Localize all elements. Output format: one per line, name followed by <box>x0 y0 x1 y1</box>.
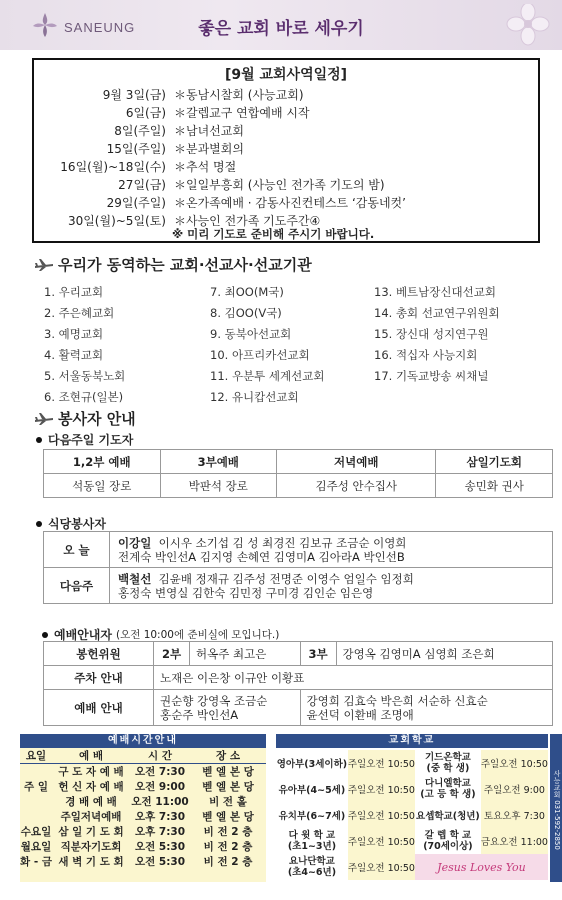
church-school-table <box>276 750 548 880</box>
list-item: 10. 아프리카선교회 <box>210 348 310 362</box>
kitchen-names-line: 홍정숙 변영실 김한숙 김민정 구미경 김인순 임은영 <box>118 585 374 600</box>
table-row <box>20 824 266 839</box>
usher-table <box>43 641 553 726</box>
service-place: 비 전 2 층 <box>203 841 253 853</box>
partners-section-title <box>34 254 312 275</box>
day-cell <box>20 809 52 824</box>
church-school-title: 교회학교 <box>276 734 548 748</box>
schedule-note: ※ 미리 기도로 준비해 주시기 바랍니다. <box>172 227 375 241</box>
service-time: 오전 5:30 <box>134 856 186 868</box>
table-row <box>44 568 553 604</box>
list-item: 12. 유니캅선교회 <box>210 390 299 404</box>
kitchen-names-cell <box>110 532 553 568</box>
bullet-icon <box>42 632 48 638</box>
table-header-cell: 3부예배 <box>160 450 277 474</box>
usher-names: 노재은 이은창 이규안 이황표 <box>154 666 553 690</box>
schedule-desc: ＊일일부흥회 (사능인 전가족 기도의 밤) <box>174 178 385 192</box>
school-time: 금요오전 11:00 <box>481 828 548 854</box>
table-cell: 송민화 권사 <box>436 474 553 498</box>
usher-service-label: 3부 <box>300 642 336 666</box>
service-time: 오전 5:30 <box>134 841 186 853</box>
table-header-cell: 장 소 <box>190 748 266 764</box>
schedule-desc: ＊온가족예배 · 감동사진컨테스트 ‘감동네컷’ <box>174 196 406 210</box>
usher-names <box>300 690 553 726</box>
school-name: 유아부(4~5세) <box>278 785 346 796</box>
table-header-row <box>20 748 266 764</box>
schedule-date: 29일(주일) <box>106 196 166 210</box>
kitchen-table <box>43 531 553 604</box>
kitchen-names-text: 이시우 소기섭 김 성 최경진 김보규 조금순 이영희 <box>158 535 407 550</box>
table-cell: 석동일 장로 <box>44 474 161 498</box>
list-item: 8. 김OO(V국) <box>210 306 282 320</box>
table-header-cell: 저녁예배 <box>277 450 436 474</box>
day-cell: 주 일 <box>24 781 48 793</box>
table-row <box>276 828 548 854</box>
page-header <box>0 0 562 50</box>
table-cell: 김주성 안수집사 <box>277 474 436 498</box>
schedule-date: 27일(금) <box>118 178 166 192</box>
partners-column-2 <box>210 282 324 408</box>
list-item: 5. 서울동북노회 <box>44 369 126 383</box>
table-row <box>44 474 553 498</box>
service-time: 오전 9:00 <box>134 781 186 793</box>
service-time: 오후 7:30 <box>134 811 186 823</box>
table-row <box>276 802 548 828</box>
school-time: 주일오전 10:50 <box>348 854 415 880</box>
schedule-date: 16일(월)~18일(수) <box>60 160 166 174</box>
prayer-subtitle <box>36 431 133 448</box>
usher-names: 허옥주 최고은 <box>190 642 301 666</box>
kitchen-names-line <box>118 572 544 586</box>
school-name: 기드온학교 (중 학 생) <box>424 752 471 774</box>
schedule-desc: ＊갈렙교구 연합예배 시작 <box>174 106 310 120</box>
list-item: 14. 총회 선교연구위원회 <box>374 306 500 320</box>
partners-title-text: 우리가 동역하는 교회·선교사·선교기관 <box>58 256 312 274</box>
kitchen-names-text: 김윤배 정재규 김주성 전명준 이영수 엄일수 임정희 <box>158 571 414 586</box>
logo-text: SANEUNG <box>64 19 136 35</box>
partners-column-1 <box>44 282 125 408</box>
service-name: 헌 신 자 예 배 <box>58 781 124 793</box>
service-name: 주일저녁예배 <box>60 811 122 823</box>
schedule-desc: ＊사능인 전가족 기도주간④ <box>174 214 321 228</box>
schedule-date: 8일(주일) <box>114 124 166 138</box>
table-row <box>276 776 548 802</box>
school-name: 다 윗 학 교 (초1~3년) <box>287 830 337 852</box>
usher-row-label: 주차 안내 <box>44 666 154 690</box>
table-row <box>276 750 548 776</box>
service-name: 새 벽 기 도 회 <box>58 856 124 868</box>
bullet-icon <box>36 437 42 443</box>
service-name: 경 배 예 배 <box>65 796 117 808</box>
monthly-schedule-box <box>32 58 540 243</box>
table-row <box>44 642 553 666</box>
table-row <box>44 690 553 726</box>
schedule-date: 15일(주일) <box>106 142 166 156</box>
page-title: 좋은 교회 바로 세우기 <box>198 19 364 39</box>
kitchen-names-line <box>118 536 544 550</box>
school-time: 주일오전 9:00 <box>481 776 548 802</box>
worship-times-panel <box>20 734 266 882</box>
kitchen-subtitle <box>36 515 106 532</box>
table-row <box>20 809 266 824</box>
usher-row-label: 봉헌위원 <box>44 642 154 666</box>
partners-list <box>44 282 554 404</box>
schedule-desc: ＊동남시찰회 (사능교회) <box>174 88 304 102</box>
prayer-table <box>43 449 553 498</box>
school-time: 주일오전 10:50 <box>348 828 415 854</box>
worship-times-title: 예배시간안내 <box>20 734 266 748</box>
service-name: 삼 일 기 도 회 <box>58 826 124 838</box>
kitchen-names-line: 전계숙 박인선A 김지영 손혜연 김영미A 김아라A 박인선B <box>118 549 405 564</box>
schedule-date: 30일(월)~5일(토) <box>67 214 166 228</box>
list-item: 2. 주은혜교회 <box>44 306 115 320</box>
kitchen-lead-name: 이강일 <box>118 535 152 550</box>
day-cell <box>20 764 52 780</box>
service-place: 벧 엘 본 당 <box>202 811 254 823</box>
flower-decoration-icon <box>504 4 552 46</box>
table-row <box>44 532 553 568</box>
table-header-cell: 1,2부 예배 <box>44 450 161 474</box>
prayer-subtitle-text: 다음주일 기도자 <box>48 433 134 447</box>
airplane-icon <box>34 258 54 272</box>
table-header-cell: 예 배 <box>52 748 130 764</box>
schedule-desc: ＊분과별회의 <box>174 142 244 156</box>
schedule-date: 9월 3일(금) <box>102 88 166 102</box>
service-place: 비 전 홀 <box>209 796 247 808</box>
kitchen-lead-name: 백철선 <box>118 571 152 586</box>
usher-names-line: 권순향 강영옥 조금순 <box>160 693 268 708</box>
kitchen-subtitle-text: 식당봉사자 <box>48 517 106 531</box>
list-item: 1. 우리교회 <box>44 285 104 299</box>
table-row <box>276 854 548 880</box>
usher-names-line: 윤선덕 이환배 조명애 <box>306 707 414 722</box>
school-time: 주일오전 10:50 <box>348 750 415 776</box>
partners-column-3 <box>374 282 500 387</box>
table-header-cell: 시 간 <box>130 748 190 764</box>
school-name: 유치부(6~7세) <box>278 811 346 822</box>
school-time: 토요오후 7:30 <box>481 802 548 828</box>
bullet-icon <box>36 521 42 527</box>
usher-subtitle-text: 예배안내자 <box>54 628 112 642</box>
list-item: 3. 예명교회 <box>44 327 104 341</box>
service-time: 오전 7:30 <box>134 766 186 778</box>
list-item: 6. 조현규(일본) <box>44 390 124 404</box>
day-cell: 수요일 <box>20 826 52 838</box>
day-cell: 월요일 <box>20 841 52 853</box>
volunteers-section-title <box>34 408 136 429</box>
list-item: 4. 활력교회 <box>44 348 104 362</box>
school-name: 요셉학교(청년) <box>416 811 480 822</box>
usher-names-line: 강영희 김효숙 박은희 서순하 신효순 <box>306 693 488 708</box>
jesus-loves-you-banner: Jesus Loves You <box>415 854 548 880</box>
school-time: 주일오전 10:50 <box>348 802 415 828</box>
table-header-cell: 삼일기도회 <box>436 450 553 474</box>
list-item: 7. 최OO(M국) <box>210 285 284 299</box>
table-cell: 박판석 장로 <box>160 474 277 498</box>
school-time: 주일오전 10:50 <box>481 750 548 776</box>
worship-times-table <box>20 748 266 869</box>
volunteers-title-text: 봉사자 안내 <box>58 410 136 428</box>
school-name: 다니엘학교 (고 등 학 생) <box>420 778 476 800</box>
service-time: 오후 7:30 <box>134 826 186 838</box>
usher-names <box>154 690 301 726</box>
usher-names-line: 홍순주 박인선A <box>160 707 239 722</box>
kitchen-names-cell <box>110 568 553 604</box>
kitchen-row-label: 오 늘 <box>44 532 110 568</box>
usher-service-label: 2부 <box>154 642 190 666</box>
table-row <box>20 764 266 780</box>
school-time: 주일오전 10:50 <box>348 776 415 802</box>
service-place: 비 전 2 층 <box>203 826 253 838</box>
schedule-desc: ＊추석 명절 <box>174 160 237 174</box>
list-item: 17. 기독교방송 씨채널 <box>374 369 489 383</box>
usher-note: (오전 10:00에 준비실에 모입니다.) <box>115 629 280 641</box>
service-time: 오전 11:00 <box>131 796 189 808</box>
day-cell: 화 - 금 <box>20 856 52 868</box>
service-place: 비 전 2 층 <box>203 856 253 868</box>
list-item: 9. 동북아선교회 <box>210 327 292 341</box>
list-item: 15. 장신대 성지연구원 <box>374 327 489 341</box>
table-header-row <box>44 450 553 474</box>
table-row <box>44 666 553 690</box>
school-name: 요나단학교 (초4~6년) <box>287 856 337 878</box>
service-name: 직분자기도회 <box>60 841 122 853</box>
table-row <box>20 794 266 809</box>
schedule-title: [9월 교회사역일정] <box>224 67 348 83</box>
schedule-date: 6일(금) <box>125 106 166 120</box>
table-row <box>20 839 266 854</box>
list-item: 16. 적십자 사능지회 <box>374 348 478 362</box>
day-cell <box>20 794 52 809</box>
school-name: 갈 렙 학 교 (70세이상) <box>423 830 473 852</box>
usher-names: 강영옥 김영미A 심영희 조은희 <box>336 642 553 666</box>
side-contact-text: 사능교회 031-592-2850 <box>553 770 561 850</box>
service-place: 벧 엘 본 당 <box>202 766 254 778</box>
kitchen-row-label: 다음주 <box>44 568 110 604</box>
table-header-cell: 요일 <box>20 748 52 764</box>
airplane-icon <box>34 412 54 426</box>
service-place: 벧 엘 본 당 <box>202 781 254 793</box>
usher-row-label: 예배 안내 <box>44 690 154 726</box>
schedule-desc: ＊남녀선교회 <box>174 124 244 138</box>
school-name: 영아부(3세이하) <box>276 759 348 770</box>
list-item: 13. 베트남장신대선교회 <box>374 285 496 299</box>
table-row <box>20 854 266 869</box>
list-item: 11. 우분투 세계선교회 <box>210 369 325 383</box>
table-row <box>20 779 266 794</box>
service-name: 구 도 자 예 배 <box>58 766 124 778</box>
church-school-panel <box>276 734 548 882</box>
